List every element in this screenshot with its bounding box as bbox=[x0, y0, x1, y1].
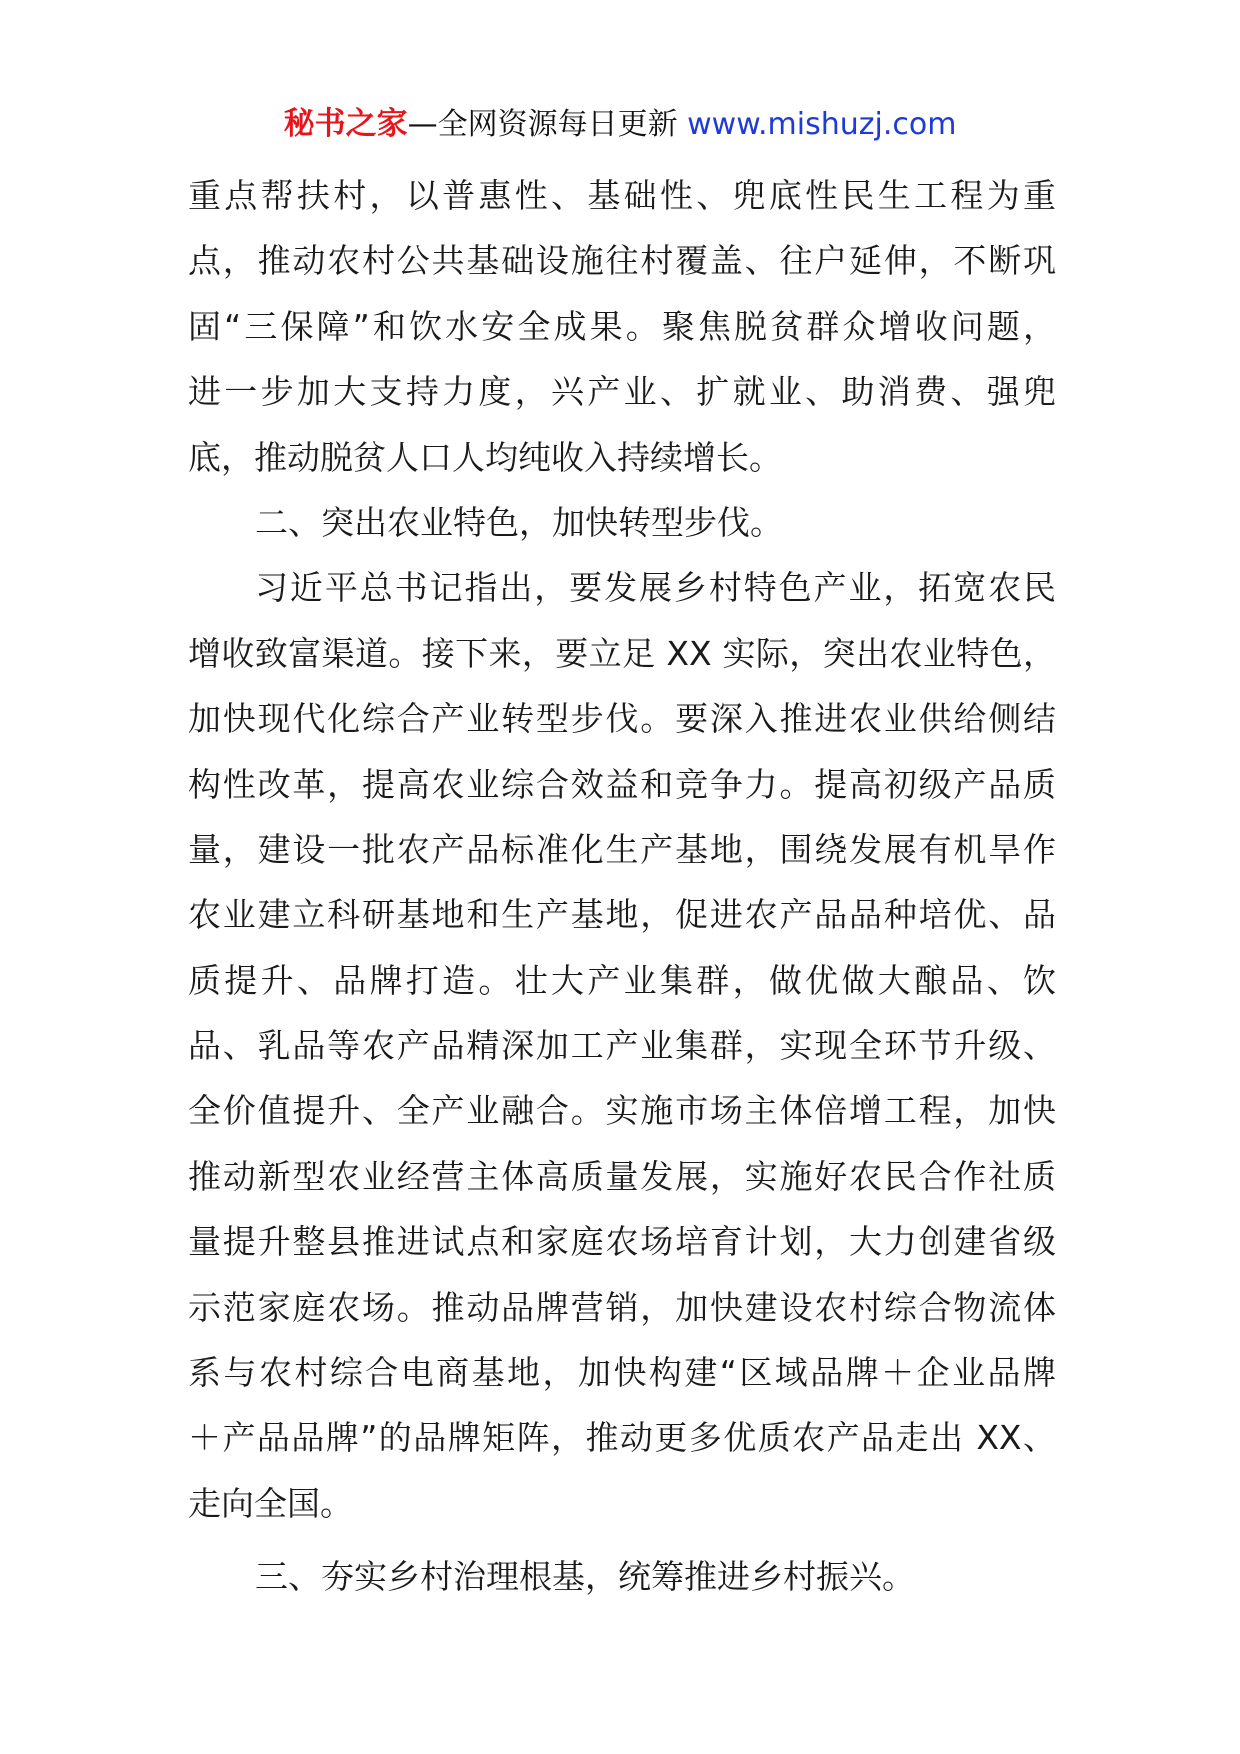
text-line: 习近平总书记指出，要发展乡村特色产业，拓宽农民 bbox=[255, 568, 1056, 608]
text-line: 进一步加大支持力度，兴产业、扩就业、助消费、强兜 bbox=[188, 372, 1056, 412]
section-heading-3: 三、夯实乡村治理根基，统筹推进乡村振兴。 bbox=[255, 1557, 915, 1597]
paragraph-1 bbox=[188, 163, 1056, 490]
header-tagline: —全网资源每日更新 bbox=[407, 107, 678, 142]
section-heading-2: 二、突出农业特色，加快转型步伐。 bbox=[255, 502, 783, 542]
text-line: 品、乳品等农产品精深加工产业集群，实现全环节升级、 bbox=[188, 1026, 1056, 1066]
text-line: 量提升整县推进试点和家庭农场培育计划，大力创建省级 bbox=[188, 1222, 1056, 1262]
text-line: 构性改革，提高农业综合效益和竞争力。提高初级产品质 bbox=[188, 764, 1056, 804]
brand-name: 秘书之家 bbox=[283, 106, 408, 142]
paragraph-2 bbox=[188, 555, 1056, 1536]
text-line: 底，推动脱贫人口人均纯收入持续增长。 bbox=[188, 437, 782, 477]
text-line: 固“三保障”和饮水安全成果。聚焦脱贫群众增收问题， bbox=[188, 306, 1056, 346]
document-body bbox=[188, 163, 1056, 1610]
text-line: 示范家庭农场。推动品牌营销，加快建设农村综合物流体 bbox=[188, 1287, 1056, 1327]
text-line: 加快现代化综合产业转型步伐。要深入推进农业供给侧结 bbox=[188, 699, 1056, 739]
text-line: 系与农村综合电商基地，加快构建“区域品牌＋企业品牌 bbox=[188, 1353, 1056, 1393]
text-line: ＋产品品牌”的品牌矩阵，推动更多优质农产品走出 XX、 bbox=[188, 1418, 1056, 1458]
text-line: 推动新型农业经营主体高质量发展，实施好农民合作社质 bbox=[188, 1156, 1056, 1196]
text-line: 走向全国。 bbox=[188, 1483, 353, 1523]
text-line: 全价值提升、全产业融合。实施市场主体倍增工程，加快 bbox=[188, 1091, 1056, 1131]
text-line: 农业建立科研基地和生产基地，促进农产品品种培优、品 bbox=[188, 895, 1056, 935]
site-url-link[interactable]: www.mishuzj.com bbox=[687, 107, 957, 142]
text-line: 量，建设一批农产品标准化生产基地，围绕发展有机旱作 bbox=[188, 829, 1056, 869]
text-line: 重点帮扶村，以普惠性、基础性、兜底性民生工程为重 bbox=[188, 176, 1056, 215]
paragraph-spacer bbox=[188, 1536, 1056, 1544]
text-line: 增收致富渠道。接下来，要立足 XX 实际，突出农业特色， bbox=[188, 633, 1056, 673]
text-line: 点，推动农村公共基础设施往村覆盖、往户延伸，不断巩 bbox=[188, 241, 1056, 281]
text-line: 质提升、品牌打造。壮大产业集群，做优做大酿品、饮 bbox=[188, 960, 1056, 1000]
page-header bbox=[0, 104, 1240, 145]
